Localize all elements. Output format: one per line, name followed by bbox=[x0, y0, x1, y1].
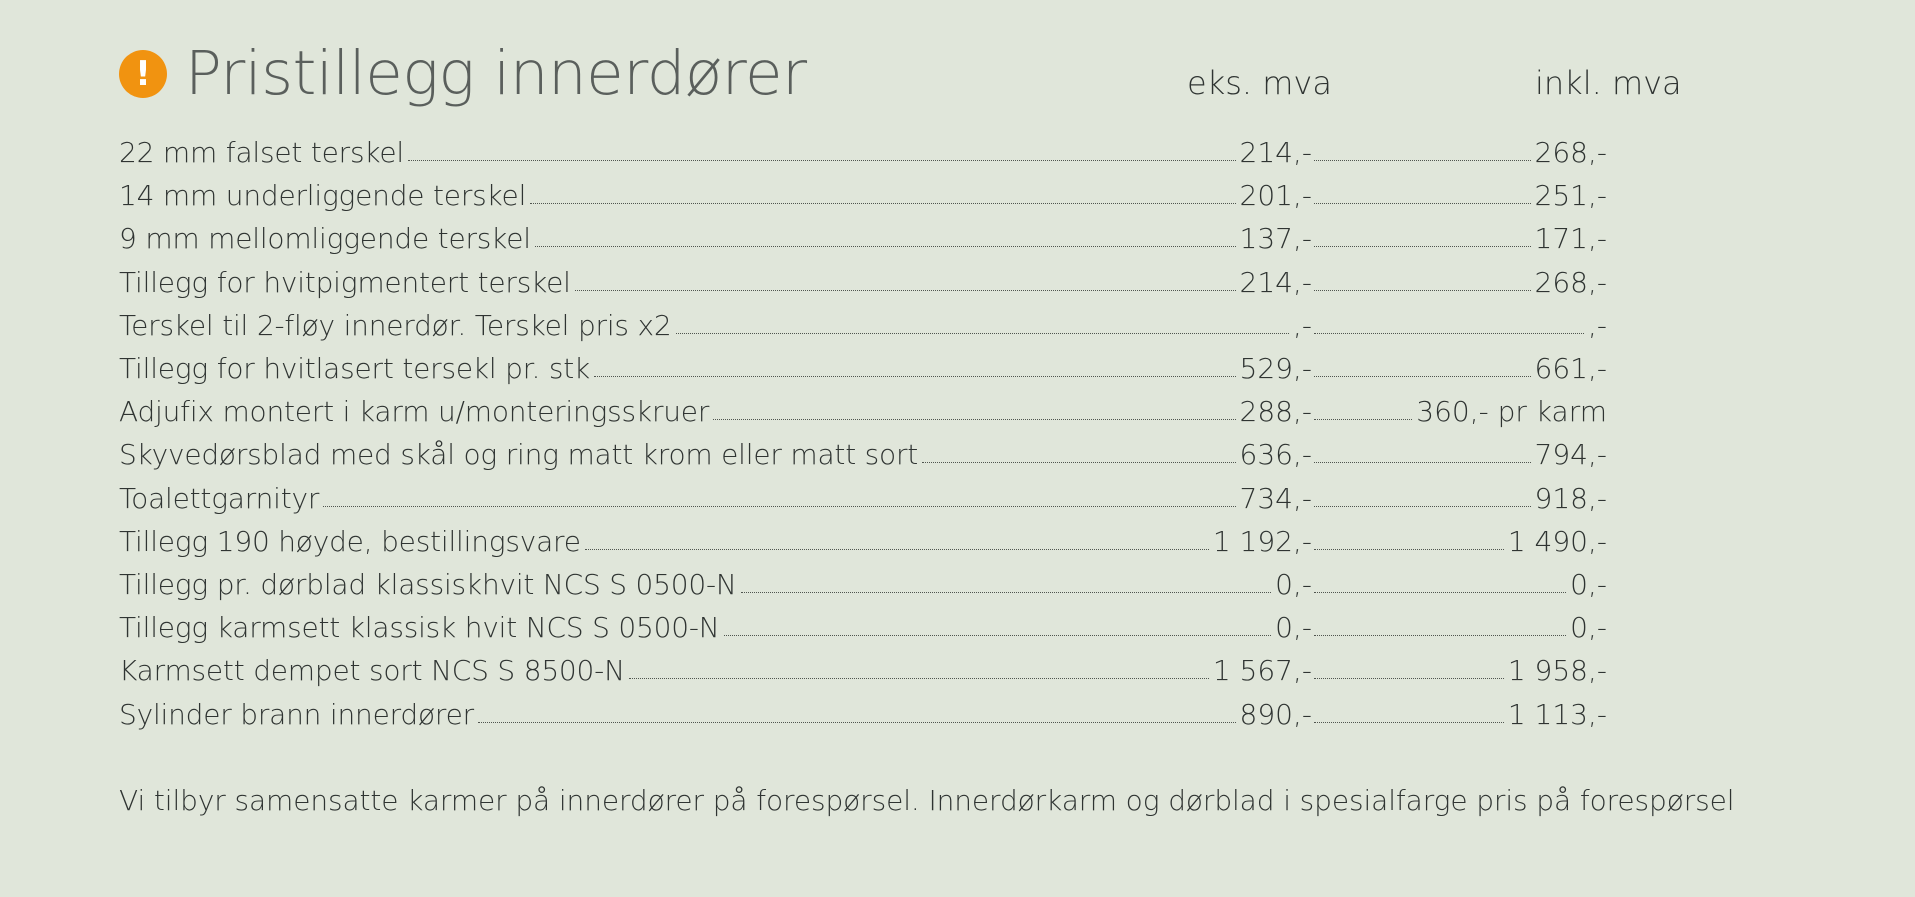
dot-leader bbox=[1314, 592, 1566, 593]
price-inkl-mva: 251,- bbox=[1534, 179, 1607, 213]
price-eks-mva: 137,- bbox=[1239, 222, 1312, 256]
price-inkl-mva: 0,- bbox=[1570, 611, 1607, 645]
price-row bbox=[119, 563, 1607, 606]
price-row-label: Skyvedørsblad med skål og ring matt krom eller matt sort bbox=[119, 438, 919, 472]
price-row bbox=[119, 520, 1607, 563]
price-row-right bbox=[1312, 568, 1607, 601]
dot-leader bbox=[1314, 419, 1412, 420]
price-row-label: Tillegg 190 høyde, bestillingsvare bbox=[119, 524, 581, 558]
price-row-label: Tillegg for hvitlasert tersekl pr. stk bbox=[119, 352, 591, 386]
price-eks-mva: 529,- bbox=[1239, 352, 1312, 386]
dot-leader bbox=[1314, 462, 1531, 463]
price-row-left bbox=[119, 568, 1312, 601]
price-row bbox=[119, 174, 1607, 217]
price-row-left bbox=[119, 438, 1312, 471]
dot-leader bbox=[535, 246, 1236, 247]
price-eks-mva: 0,- bbox=[1275, 611, 1312, 645]
dot-leader bbox=[922, 462, 1235, 463]
dot-leader bbox=[1314, 722, 1504, 723]
price-row-left bbox=[119, 654, 1312, 687]
price-row-label: Karmsett dempet sort NCS S 8500-N bbox=[119, 654, 625, 688]
price-list bbox=[119, 131, 1607, 736]
price-row-right bbox=[1312, 482, 1607, 515]
page-title: Pristillegg innerdører bbox=[185, 38, 807, 109]
price-row-left bbox=[119, 352, 1312, 385]
dot-leader bbox=[1314, 678, 1504, 679]
price-row-right bbox=[1312, 654, 1607, 687]
price-inkl-mva: 171,- bbox=[1534, 222, 1607, 256]
dot-leader bbox=[594, 376, 1235, 377]
price-row bbox=[119, 131, 1607, 174]
price-row-right bbox=[1312, 698, 1607, 731]
price-inkl-mva: ,- bbox=[1587, 308, 1607, 342]
price-row-left bbox=[119, 136, 1312, 169]
price-row bbox=[119, 606, 1607, 649]
dot-leader bbox=[1314, 290, 1531, 291]
price-eks-mva: 890,- bbox=[1239, 697, 1312, 731]
dot-leader bbox=[629, 678, 1209, 679]
price-row bbox=[119, 347, 1607, 390]
price-row bbox=[119, 649, 1607, 692]
price-row-label: Sylinder brann innerdører bbox=[119, 697, 474, 731]
price-inkl-mva: 1 958,- bbox=[1507, 654, 1607, 688]
price-row-label: 22 mm falset terskel bbox=[119, 136, 404, 170]
price-row bbox=[119, 692, 1607, 735]
price-row-right bbox=[1312, 611, 1607, 644]
price-row-right bbox=[1312, 395, 1607, 428]
price-row-left bbox=[119, 395, 1312, 428]
price-row-left bbox=[119, 698, 1312, 731]
price-inkl-mva: 1 490,- bbox=[1507, 524, 1607, 558]
price-eks-mva: 734,- bbox=[1239, 481, 1312, 515]
price-row bbox=[119, 304, 1607, 347]
price-eks-mva: 214,- bbox=[1239, 265, 1312, 299]
price-eks-mva: 0,- bbox=[1275, 567, 1312, 601]
price-inkl-mva: 918,- bbox=[1534, 481, 1607, 515]
dot-leader bbox=[1314, 635, 1566, 636]
price-eks-mva: 288,- bbox=[1239, 395, 1312, 429]
column-header-eks-mva: eks. mva bbox=[1187, 64, 1332, 102]
dot-leader bbox=[713, 419, 1235, 420]
price-row-label: Terskel til 2-fløy innerdør. Terskel pris x2 bbox=[119, 308, 672, 342]
price-row-label: Tillegg pr. dørblad klassiskhvit NCS S 0500-N bbox=[119, 567, 737, 601]
price-inkl-mva: 661,- bbox=[1534, 352, 1607, 386]
dot-leader bbox=[530, 203, 1235, 204]
price-row bbox=[119, 261, 1607, 304]
price-row-left bbox=[119, 482, 1312, 515]
price-row-left bbox=[119, 309, 1312, 342]
price-row-left bbox=[119, 222, 1312, 255]
price-eks-mva: 636,- bbox=[1239, 438, 1312, 472]
price-row-label: Tillegg for hvitpigmentert terskel bbox=[119, 265, 571, 299]
price-row-left bbox=[119, 266, 1312, 299]
price-eks-mva: 214,- bbox=[1239, 136, 1312, 170]
dot-leader bbox=[478, 722, 1236, 723]
dot-leader bbox=[1314, 376, 1531, 377]
price-inkl-mva: 1 113,- bbox=[1507, 697, 1607, 731]
dot-leader bbox=[1314, 203, 1531, 204]
price-inkl-mva: 0,- bbox=[1570, 567, 1607, 601]
dot-leader bbox=[676, 333, 1289, 334]
price-row-right bbox=[1312, 179, 1607, 212]
price-eks-mva: 1 192,- bbox=[1212, 524, 1312, 558]
price-row-label: 9 mm mellomliggende terskel bbox=[119, 222, 531, 256]
page-header bbox=[119, 38, 807, 109]
dot-leader bbox=[1314, 506, 1531, 507]
dot-leader bbox=[741, 592, 1272, 593]
price-inkl-mva: 268,- bbox=[1534, 136, 1607, 170]
dot-leader bbox=[1314, 246, 1531, 247]
price-row-label: Tillegg karmsett klassisk hvit NCS S 0500-N bbox=[119, 611, 720, 645]
price-row-right bbox=[1312, 352, 1607, 385]
price-row-right bbox=[1312, 136, 1607, 169]
price-row-label: Adjufix montert i karm u/monteringsskruer bbox=[119, 395, 710, 429]
price-row-right bbox=[1312, 525, 1607, 558]
dot-leader bbox=[1314, 160, 1531, 161]
price-row-left bbox=[119, 179, 1312, 212]
dot-leader bbox=[323, 506, 1235, 507]
exclamation-icon: ! bbox=[119, 50, 167, 98]
price-inkl-mva: 360,- pr karm bbox=[1416, 395, 1607, 429]
price-row bbox=[119, 217, 1607, 260]
price-eks-mva: ,- bbox=[1292, 308, 1312, 342]
price-row-right bbox=[1312, 309, 1607, 342]
dot-leader bbox=[724, 635, 1272, 636]
footer-note: Vi tilbyr samensatte karmer på innerdører på forespørsel. Innerdørkarm og dørblad i spesialfarge pris på forespørsel bbox=[119, 784, 1735, 817]
column-header-inkl-mva: inkl. mva bbox=[1535, 64, 1682, 102]
price-eks-mva: 1 567,- bbox=[1212, 654, 1312, 688]
price-inkl-mva: 794,- bbox=[1534, 438, 1607, 472]
price-row bbox=[119, 477, 1607, 520]
price-inkl-mva: 268,- bbox=[1534, 265, 1607, 299]
price-row-label: 14 mm underliggende terskel bbox=[119, 179, 527, 213]
price-eks-mva: 201,- bbox=[1239, 179, 1312, 213]
dot-leader bbox=[1314, 333, 1584, 334]
dot-leader bbox=[585, 549, 1209, 550]
price-row bbox=[119, 433, 1607, 476]
price-row-right bbox=[1312, 266, 1607, 299]
dot-leader bbox=[575, 290, 1236, 291]
dot-leader bbox=[1314, 549, 1504, 550]
price-row-right bbox=[1312, 438, 1607, 471]
dot-leader bbox=[408, 160, 1236, 161]
price-row-right bbox=[1312, 222, 1607, 255]
price-row-label: Toalettgarnityr bbox=[119, 481, 320, 515]
price-row-left bbox=[119, 525, 1312, 558]
price-row-left bbox=[119, 611, 1312, 644]
price-row bbox=[119, 390, 1607, 433]
